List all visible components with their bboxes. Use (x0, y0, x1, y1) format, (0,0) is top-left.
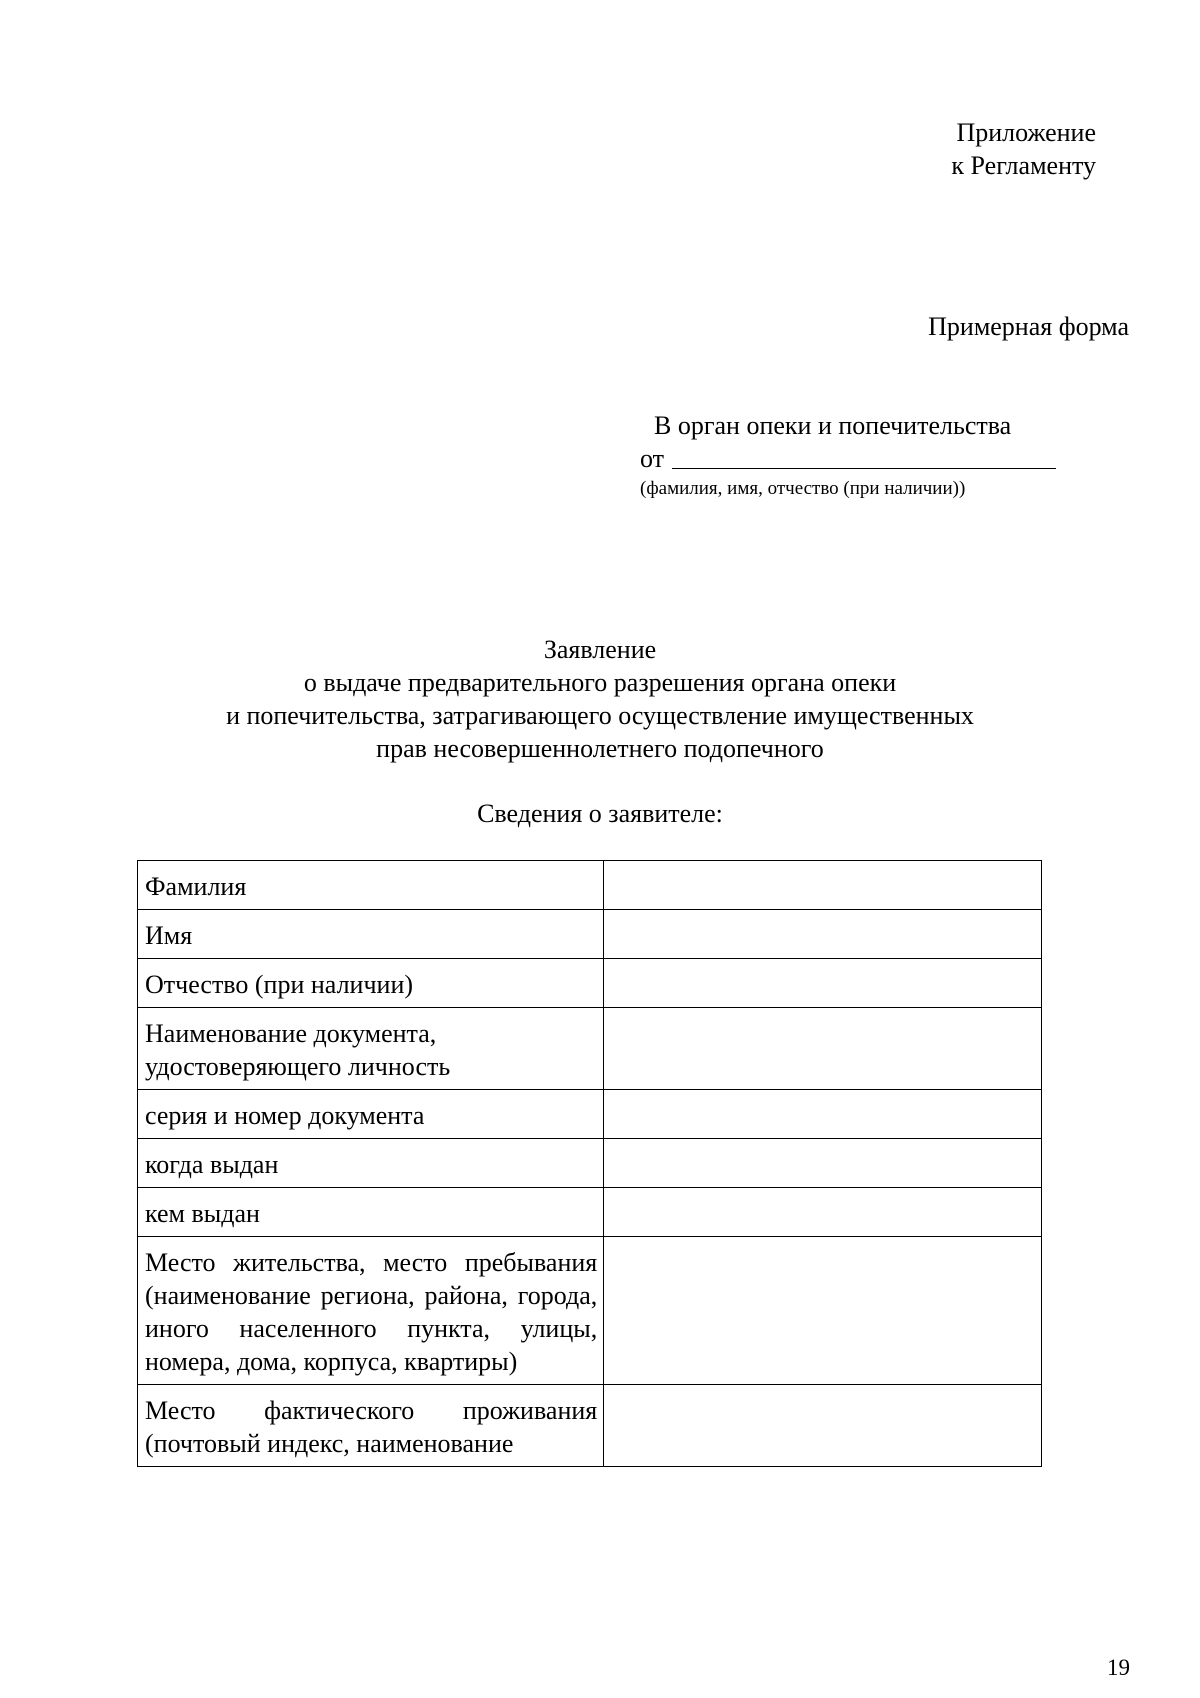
applicant-name-blank[interactable] (672, 467, 1056, 469)
row-label-patronymic: Отчество (при наличии) (138, 959, 604, 1008)
row-label-series-number: серия и номер документа (138, 1090, 604, 1139)
appendix-line-1: Приложение (956, 118, 1096, 147)
title-line-4: прав несовершеннолетнего подопечного (376, 734, 824, 763)
row-value-id-document[interactable] (604, 1008, 1042, 1090)
document-title (100, 633, 1100, 765)
row-value-name[interactable] (604, 910, 1042, 959)
table-row (138, 1237, 1042, 1385)
row-label-name: Имя (138, 910, 604, 959)
table-row (138, 1385, 1042, 1467)
row-value-patronymic[interactable] (604, 959, 1042, 1008)
title-line-2: о выдаче предварительного разрешения органа опеки (303, 668, 897, 697)
title-line-1: Заявление (543, 635, 657, 664)
addressee-to: В орган опеки и попечительства (654, 411, 1012, 440)
applicant-info-table (137, 860, 1042, 1467)
row-value-surname[interactable] (604, 861, 1042, 910)
row-label-actual-residence: Место фактического проживания (почтовый индекс, наименование (138, 1385, 604, 1467)
addressee-caption: (фамилия, имя, отчество (при наличии)) (640, 478, 966, 499)
table-row (138, 910, 1042, 959)
addressee-from-label: от (640, 444, 665, 473)
appendix-line-2: к Регламенту (951, 151, 1096, 180)
row-label-surname: Фамилия (138, 861, 604, 910)
table-row (138, 1090, 1042, 1139)
title-line-3: и попечительства, затрагивающего осуществление имущественных (226, 701, 974, 730)
table-row (138, 1008, 1042, 1090)
table-row (138, 959, 1042, 1008)
table-row (138, 1188, 1042, 1237)
row-label-residence: Место жительства, место пребывания (наименование региона, района, города, иного населенного пункта, улицы, номера, дома, корпуса, квартиры) (138, 1237, 604, 1385)
row-value-residence[interactable] (604, 1237, 1042, 1385)
row-value-issue-date[interactable] (604, 1139, 1042, 1188)
appendix-reference (850, 116, 1096, 182)
row-value-actual-residence[interactable] (604, 1385, 1042, 1467)
row-label-issued-by: кем выдан (138, 1188, 604, 1237)
row-label-issue-date: когда выдан (138, 1139, 604, 1188)
section-heading: Сведения о заявителе: (477, 799, 723, 828)
addressee-from-row (640, 442, 1060, 475)
addressee-block (640, 409, 1060, 501)
page-number: 19 (1107, 1655, 1130, 1680)
row-value-series-number[interactable] (604, 1090, 1042, 1139)
row-value-issued-by[interactable] (604, 1188, 1042, 1237)
sample-form-label: Примерная форма (928, 312, 1129, 341)
table-row (138, 861, 1042, 910)
table-row (138, 1139, 1042, 1188)
row-label-id-document: Наименование документа, удостоверяющего личность (138, 1008, 604, 1090)
